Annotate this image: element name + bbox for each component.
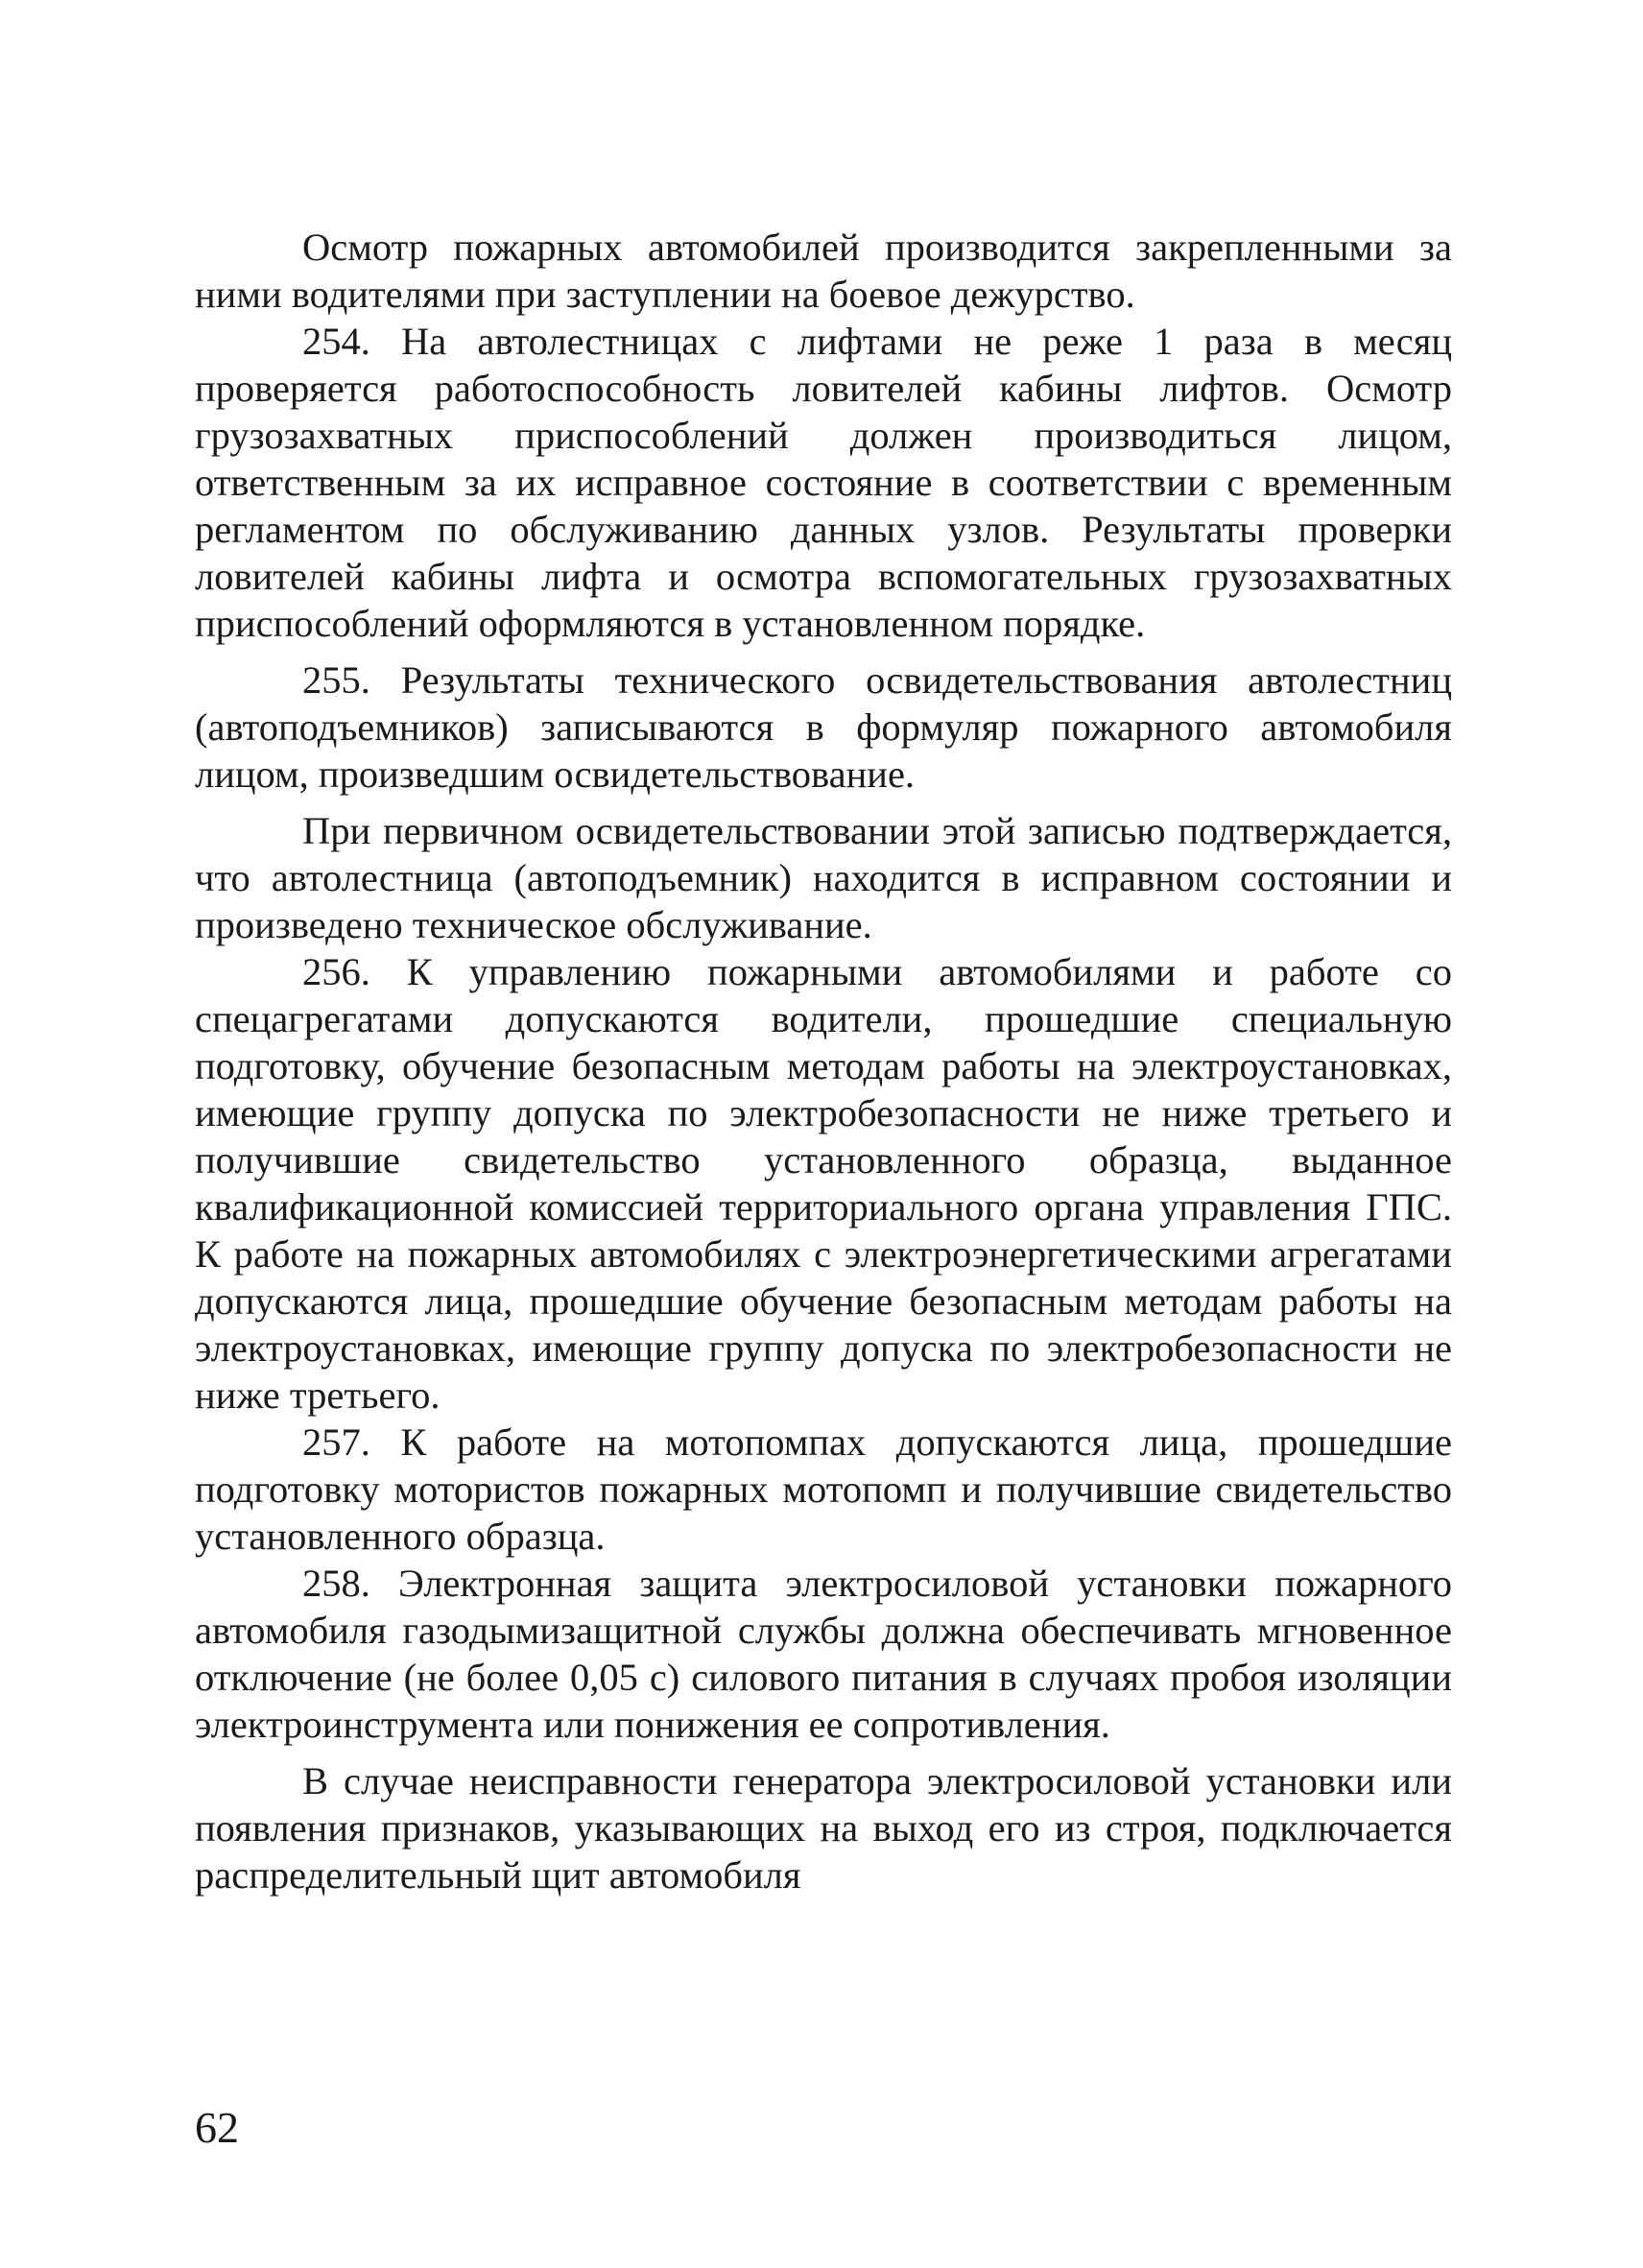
paragraph-254: 254. На автолестницах с лифтами не реже 1 раза в месяц проверяется работоспособность ловителей кабины лифтов. Осмотр грузозахватных приспособлений должен производиться лицом, ответственным за их исправное состояние в соответствии с временным регламентом по обслуживанию данных узлов. Результаты проверки ловителей кабины лифта и осмотра вспомогательных грузозахватных приспособлений оформляются в установленном порядке. — [195, 320, 1452, 645]
paragraph-255: 255. Результаты технического освидетельствования автолестниц (автоподъемников) записываются в формуляр пожарного автомобиля лицом, произведшим освидетельствование. — [195, 658, 1452, 796]
paragraph-257: 257. К работе на мотопомпах допускаются лица, прошедшие подготовку мотористов пожарных мотопомп и получившие свидетельство установленного образца. — [195, 1420, 1452, 1558]
paragraph-primary-inspection: При первичном освидетельствовании этой записью подтверждается, что автолестница (автоподъемник) находится в исправном состоянии и произведено техническое обслуживание. — [195, 809, 1452, 946]
body-text — [195, 224, 1452, 1898]
paragraph-256: 256. К управлению пожарными автомобилями и работе со спецагрегатами допускаются водители, прошедшие специальную подготовку, обучение безопасным методам работы на электроустановках, имеющие группу допуска по электробезопасности не ниже третьего и получившие свидетельство установленного образца, выданное квалификационной комиссией территориального органа управления ГПС. К работе на пожарных автомобилях с электроэнергетическими агрегатами допускаются лица, прошедшие обучение безопасным методам работы на электроустановках, имеющие группу допуска по электробезопасности не ниже третьего. — [195, 950, 1452, 1417]
paragraph-258: 258. Электронная защита электросиловой установки пожарного автомобиля газодымизащитной службы должна обеспечивать мгновенное отключение (не более 0,05 с) силового питания в случаях пробоя изоляции электроинструмента или понижения ее сопротивления. — [195, 1562, 1452, 1746]
page-number: 62 — [195, 2103, 239, 2152]
paragraph-inspection: Осмотр пожарных автомобилей производится закрепленными за ними водителями при заступлении на боевое дежурство. — [195, 226, 1452, 316]
paragraph-generator-fault: В случае неисправности генератора электросиловой установки или появления признаков, указывающих на выход его из строя, подключается распределительный щит автомобиля — [195, 1759, 1452, 1897]
